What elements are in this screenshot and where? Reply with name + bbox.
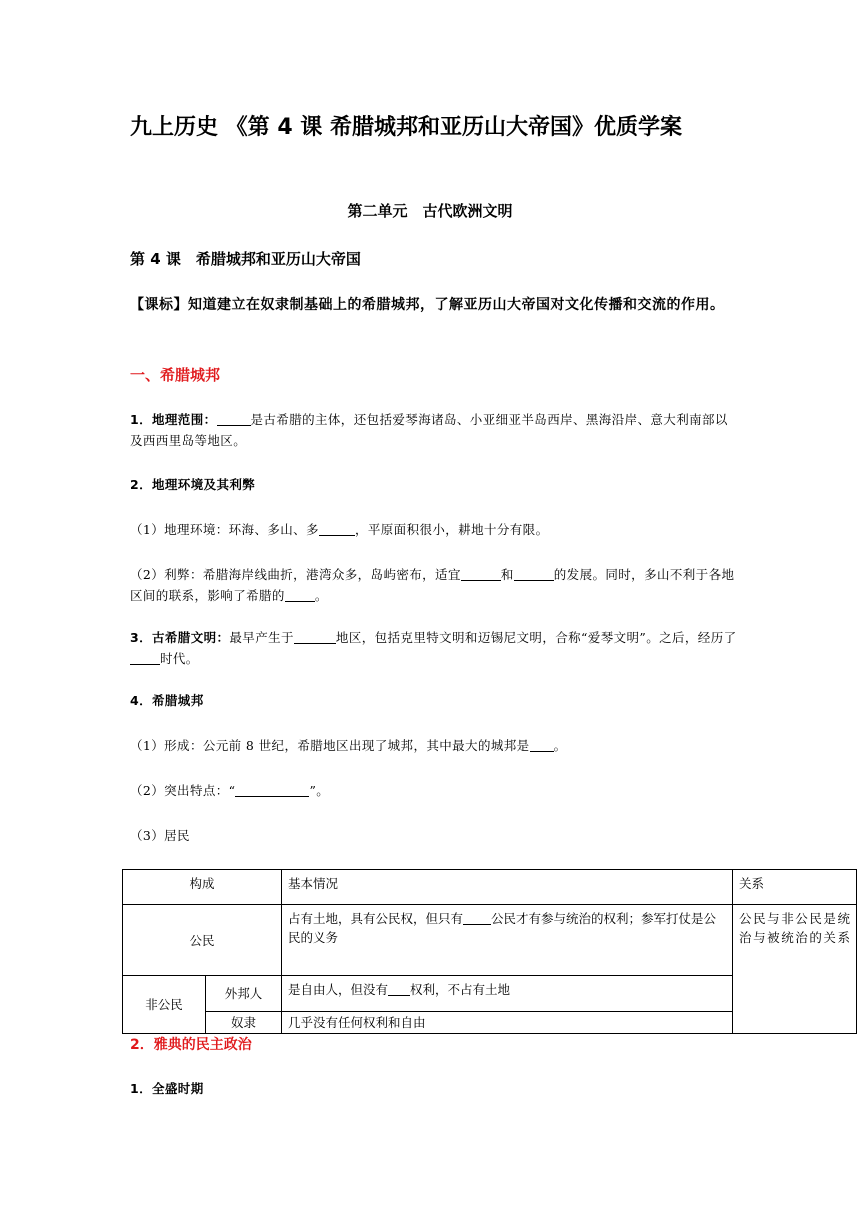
fill-blank[interactable] [530, 737, 554, 752]
cell-text: 是自由人，但没有 [288, 982, 389, 997]
header-relation: 关系 [733, 870, 857, 905]
unit-heading: 第二单元 古代欧洲文明 [347, 202, 513, 220]
item-text: 是古希腊的主体，还包括爱琴海诸岛、小亚细亚半岛西岸、黑海沿岸、意大利南部以及西西里岛等地区。 [130, 412, 728, 448]
standard-label: 【课标】 [130, 297, 188, 313]
residents-table [122, 869, 857, 1034]
fill-blank[interactable] [319, 521, 355, 536]
item-text: 和 [500, 567, 514, 582]
item-environment [130, 519, 740, 540]
fill-blank[interactable] [463, 910, 491, 925]
slave-info: 几乎没有任何权利和自由 [282, 1012, 733, 1034]
fill-blank[interactable] [388, 981, 410, 996]
fill-blank[interactable] [294, 629, 336, 644]
item-text: 。 [553, 738, 567, 753]
cell-text: 占有土地，具有公民权，但只有 [288, 911, 464, 926]
relation-cell: 公民与非公民是统治与被统治的关系 [733, 905, 857, 1034]
item-text: 地区，包括克里特文明和迈锡尼文明，合称“爱琴文明”。之后，经历了 [335, 630, 737, 645]
fill-blank[interactable] [461, 566, 501, 581]
item-text: 最早产生于 [229, 630, 294, 645]
standard-text: 知道建立在奴隶制基础上的希腊城邦，了解亚历山大帝国对文化传播和交流的作用。 [188, 297, 725, 313]
section-heading-athens-democracy: 2．雅典的民主政治 [130, 1037, 252, 1053]
item-geo-environment [130, 474, 740, 495]
fill-blank[interactable] [235, 782, 309, 797]
item-pros-cons [130, 564, 740, 606]
item-ancient-greek-civilization [130, 627, 740, 669]
section-heading-greek-city-states: 一、希腊城邦 [130, 366, 221, 384]
table-header-row [123, 870, 857, 905]
header-basic-info: 基本情况 [282, 870, 733, 905]
fill-blank[interactable] [514, 566, 554, 581]
item-formation [130, 735, 740, 756]
citizen-label: 公民 [123, 905, 282, 976]
header-composition: 构成 [123, 870, 282, 905]
foreigner-info [282, 976, 733, 1012]
item-text: ”。 [309, 783, 330, 798]
lesson-heading: 第 4 课 希腊城邦和亚历山大帝国 [130, 250, 361, 268]
foreigner-label: 外邦人 [206, 976, 282, 1012]
item-geography-scope [130, 409, 740, 451]
fill-blank[interactable] [285, 587, 315, 602]
item-text: ，平原面积很小，耕地十分有限。 [354, 522, 549, 537]
noncitizen-label: 非公民 [123, 976, 206, 1034]
item-label: 3．古希腊文明： [130, 630, 230, 645]
item-label: 4．希腊城邦 [130, 693, 204, 708]
table-row [123, 905, 857, 976]
fill-blank[interactable] [130, 650, 160, 665]
slave-label: 奴隶 [206, 1012, 282, 1034]
citizen-info [282, 905, 733, 976]
item-golden-age [130, 1078, 740, 1099]
item-text: （2）利弊：希腊海岸线曲折，港湾众多，岛屿密布，适宜 [130, 567, 461, 582]
item-text: （2）突出特点：“ [130, 783, 236, 798]
page-title: 九上历史 《第 4 课 希腊城邦和亚历山大帝国》优质学案 [130, 115, 682, 140]
fill-blank[interactable] [217, 411, 251, 426]
cell-text: 公民才有参与统治的权利；参军打仗是公民的义务 [288, 911, 717, 945]
item-text: 时代。 [160, 651, 199, 666]
item-text: （1）地理环境：环海、多山、多 [130, 522, 319, 537]
item-text: 。 [314, 588, 328, 603]
item-label: 2．地理环境及其利弊 [130, 477, 256, 492]
item-city-states [130, 690, 740, 711]
item-feature [130, 780, 740, 801]
item-text: 的发展。同时，多山不利于各地区间的联系，影响了希腊的 [130, 567, 735, 603]
item-label: 1．全盛时期 [130, 1081, 204, 1096]
curriculum-standard [130, 293, 740, 317]
item-residents: （3）居民 [130, 828, 190, 843]
item-text: （1）形成：公元前 8 世纪，希腊地区出现了城邦，其中最大的城邦是 [130, 738, 530, 753]
item-label: 1．地理范围： [130, 412, 217, 427]
cell-text: 权利，不占有土地 [410, 982, 511, 997]
